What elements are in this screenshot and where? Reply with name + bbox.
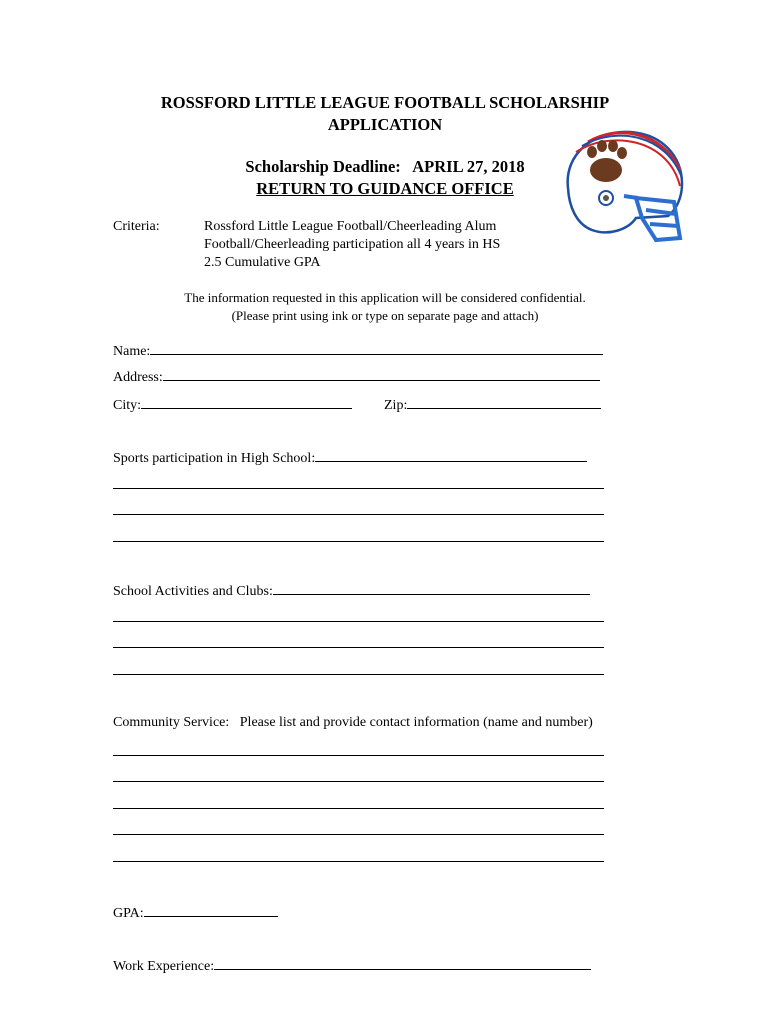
- name-field[interactable]: [150, 340, 603, 355]
- activities-row: [113, 580, 590, 601]
- work-field[interactable]: [214, 955, 591, 970]
- zip-field[interactable]: [407, 394, 601, 409]
- sports-line[interactable]: [113, 488, 604, 489]
- activities-line[interactable]: [113, 621, 604, 622]
- work-row: [113, 955, 591, 976]
- community-label: Community Service: Please list and provide contact information (name and number): [113, 715, 593, 730]
- community-line[interactable]: [113, 834, 604, 835]
- football-helmet-icon: [558, 126, 688, 244]
- criteria-item: Football/Cheerleading participation all 4 years in HS: [204, 237, 501, 252]
- city-field[interactable]: [141, 394, 352, 409]
- community-line[interactable]: [113, 781, 604, 782]
- work-label: Work Experience:: [113, 959, 215, 974]
- notice-line-2: (Please print using ink or type on separate page and attach): [231, 308, 539, 323]
- deadline-block: [190, 156, 580, 200]
- return-instruction: RETURN TO GUIDANCE OFFICE: [256, 179, 514, 198]
- gpa-row: [113, 902, 278, 923]
- sports-field[interactable]: [315, 447, 587, 462]
- community-row: [113, 714, 593, 732]
- zip-row: [384, 394, 601, 415]
- name-label: Name:: [113, 344, 151, 359]
- address-label: Address:: [113, 370, 163, 385]
- criteria-list: [204, 218, 500, 272]
- notice-line-1: The information requested in this application will be considered confidential.: [184, 290, 586, 305]
- gpa-label: GPA:: [113, 906, 144, 921]
- gpa-field[interactable]: [144, 902, 278, 917]
- zip-label: Zip:: [384, 398, 408, 413]
- city-row: [113, 394, 352, 415]
- activities-line[interactable]: [113, 674, 604, 675]
- criteria-item: 2.5 Cumulative GPA: [204, 255, 321, 270]
- criteria-item: Rossford Little League Football/Cheerleading Alum: [204, 219, 497, 234]
- deadline-text: Scholarship Deadline: APRIL 27, 2018: [245, 157, 525, 176]
- address-row: [113, 366, 600, 387]
- sports-label: Sports participation in High School:: [113, 451, 316, 466]
- activities-line[interactable]: [113, 647, 604, 648]
- city-label: City:: [113, 398, 142, 413]
- address-field[interactable]: [163, 366, 600, 381]
- sports-row: [113, 447, 587, 468]
- title-line-2: APPLICATION: [327, 115, 443, 134]
- name-row: [113, 340, 603, 361]
- activities-field[interactable]: [273, 580, 590, 595]
- community-line[interactable]: [113, 808, 604, 809]
- sports-line[interactable]: [113, 514, 604, 515]
- community-line[interactable]: [113, 755, 604, 756]
- sports-line[interactable]: [113, 541, 604, 542]
- criteria-label: Criteria:: [113, 219, 160, 234]
- community-line[interactable]: [113, 861, 604, 862]
- title-line-1: ROSSFORD LITTLE LEAGUE FOOTBALL SCHOLARSHIP: [160, 93, 610, 112]
- activities-label: School Activities and Clubs:: [113, 584, 273, 599]
- confidential-notice: [100, 289, 670, 325]
